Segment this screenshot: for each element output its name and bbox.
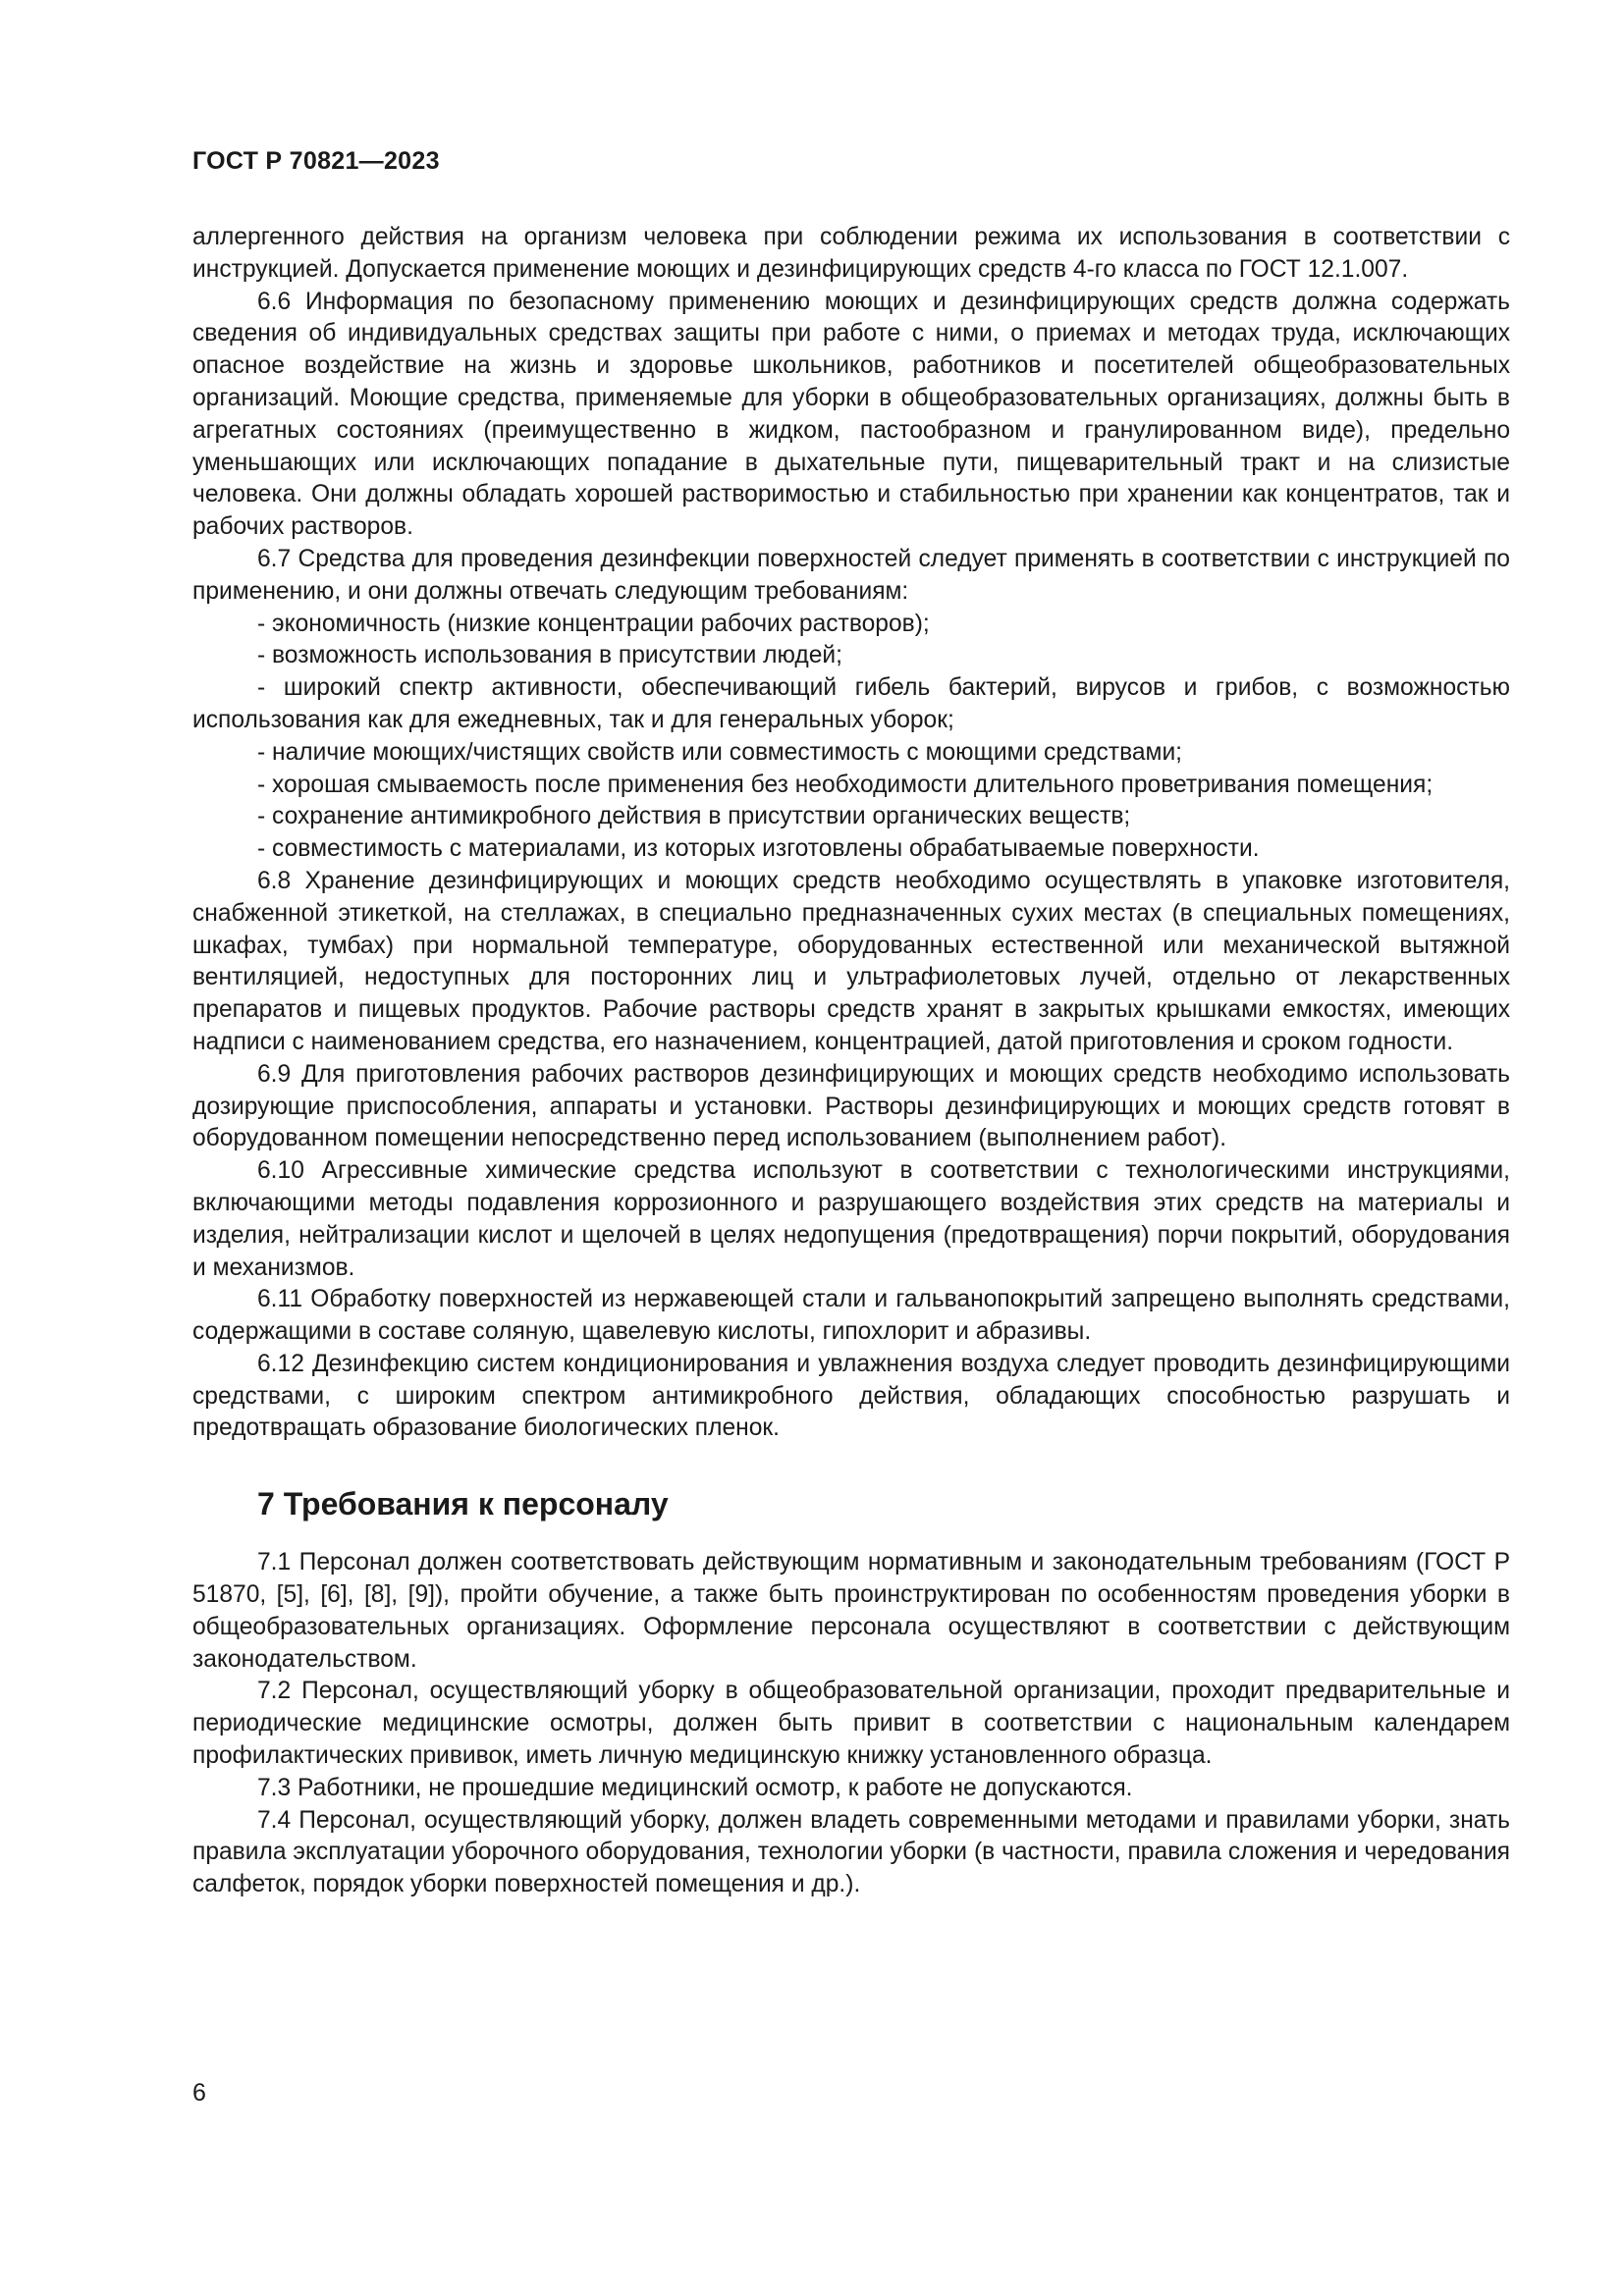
list-item: - наличие моющих/чистящих свойств или совместимость с моющими средствами;: [257, 738, 1183, 766]
paragraph-6-12: 6.12 Дезинфекцию систем кондиционирования и увлажнения воздуха следует проводить дезинфицирующими средствами, с широким спектром антимикробного действия, обладающих способностью разрушать и предотвращать образование биологических пленок.: [192, 1350, 1510, 1442]
list-item: - возможность использования в присутствии людей;: [257, 642, 842, 669]
paragraph-6-9: 6.9 Для приготовления рабочих растворов дезинфицирующих и моющих средств необходимо использовать дозирующие приспособления, аппараты и установки. Растворы дезинфицирующих и моющих средств готовят в оборудованном помещении непосредственно перед использованием (выполнением работ).: [192, 1060, 1510, 1152]
paragraph-6-6: 6.6 Информация по безопасному применению моющих и дезинфицирующих средств должна содержать сведения об индивидуальных средствах защиты при работе с ними, о приемах и методах труда, исключающих опасное воздействие на жизнь и здоровье школьников, работников и посетителей общеобразовательных организаций. Моющие средства, применяемые для уборки в общеобразовательных организациях, должны быть в агрегатных состояниях (преимущественно в жидком, пастообразном и гранулированном виде), предельно уменьшающих или исключающих попадание в дыхательные пути, пищеварительный тракт и на слизистые человека. Они должны обладать хорошей растворимостью и стабильностью при хранении как концентратов, так и рабочих растворов.: [192, 288, 1510, 541]
paragraph-6-11: 6.11 Обработку поверхностей из нержавеющей стали и гальванопокрытий запрещено выполнять средствами, содержащими в составе соляную, щавелевую кислоты, гипохлорит и абразивы.: [192, 1286, 1510, 1346]
page-number: 6: [192, 2079, 206, 2107]
list-item: - хорошая смываемость после применения без необходимости длительного проветривания помещения;: [257, 771, 1434, 798]
list-item: - широкий спектр активности, обеспечивающий гибель бактерий, вирусов и грибов, с возможностью использования как для ежедневных, так и для генеральных уборок;: [192, 674, 1510, 733]
section-7-title: 7 Требования к персоналу: [257, 1486, 669, 1522]
paragraph-6-8: 6.8 Хранение дезинфицирующих и моющих средств необходимо осуществлять в упаковке изготовителя, снабженной этикеткой, на стеллажах, в специально предназначенных сухих местах (в специальных помещениях, шкафах, тумбах) при нормальной температуре, оборудованных естественной или механической вытяжной вентиляцией, недоступных для посторонних лиц и ультрафиолетовых лучей, отдельно от лекарственных препаратов и пищевых продуктов. Рабочие растворы средств хранят в закрытых крышками емкостях, имеющих надписи с наименованием средства, его назначением, концентрацией, датой приготовления и сроком годности.: [192, 867, 1510, 1055]
document-body: [192, 222, 1510, 1901]
paragraph-7-1: 7.1 Персонал должен соответствовать действующим нормативным и законодательным требованиям (ГОСТ Р 51870, [5], [6], [8], [9]), пройти обучение, а также быть проинструктирован по особенностям проведения уборки в общеобразовательных организациях. Оформление персонала осуществляют в соответствии с действующим законодательством.: [192, 1549, 1510, 1673]
paragraph-continuation: аллергенного действия на организм человека при соблюдении режима их использования в соответствии с инструкцией. Допускается применение моющих и дезинфицирующих средств 4-го класса по ГОСТ 12.1.007.: [192, 224, 1510, 283]
paragraph-7-4: 7.4 Персонал, осуществляющий уборку, должен владеть современными методами и правилами уборки, знать правила эксплуатации уборочного оборудования, технологии уборки (в частности, правила сложения и чередования салфеток, порядок уборки поверхностей помещения и др.).: [192, 1806, 1510, 1898]
list-item: - сохранение антимикробного действия в присутствии органических веществ;: [257, 803, 1131, 830]
paragraph-6-7: 6.7 Средства для проведения дезинфекции поверхностей следует применять в соответствии с инструкцией по применению, и они должны отвечать следующим требованиям:: [192, 545, 1510, 605]
paragraph-6-10: 6.10 Агрессивные химические средства используют в соответствии с технологическими инструкциями, включающими методы подавления коррозионного и разрушающего воздействия этих средств на материалы и изделия, нейтрализации кислот и щелочей в целях недопущения (предотвращения) порчи покрытий, оборудования и механизмов.: [192, 1157, 1510, 1281]
list-item: - совместимость с материалами, из которых изготовлены обрабатываемые поверхности.: [257, 835, 1260, 863]
paragraph-7-2: 7.2 Персонал, осуществляющий уборку в общеобразовательной организации, проходит предварительные и периодические медицинские осмотры, должен быть привит в соответствии с национальным календарем профилактических прививок, иметь личную медицинскую книжку установленного образца.: [192, 1678, 1510, 1770]
list-item: - экономичность (низкие концентрации рабочих растворов);: [257, 610, 930, 637]
document-code-header: ГОСТ Р 70821—2023: [192, 147, 440, 175]
paragraph-7-3: 7.3 Работники, не прошедшие медицинский осмотр, к работе не допускаются.: [257, 1774, 1133, 1801]
